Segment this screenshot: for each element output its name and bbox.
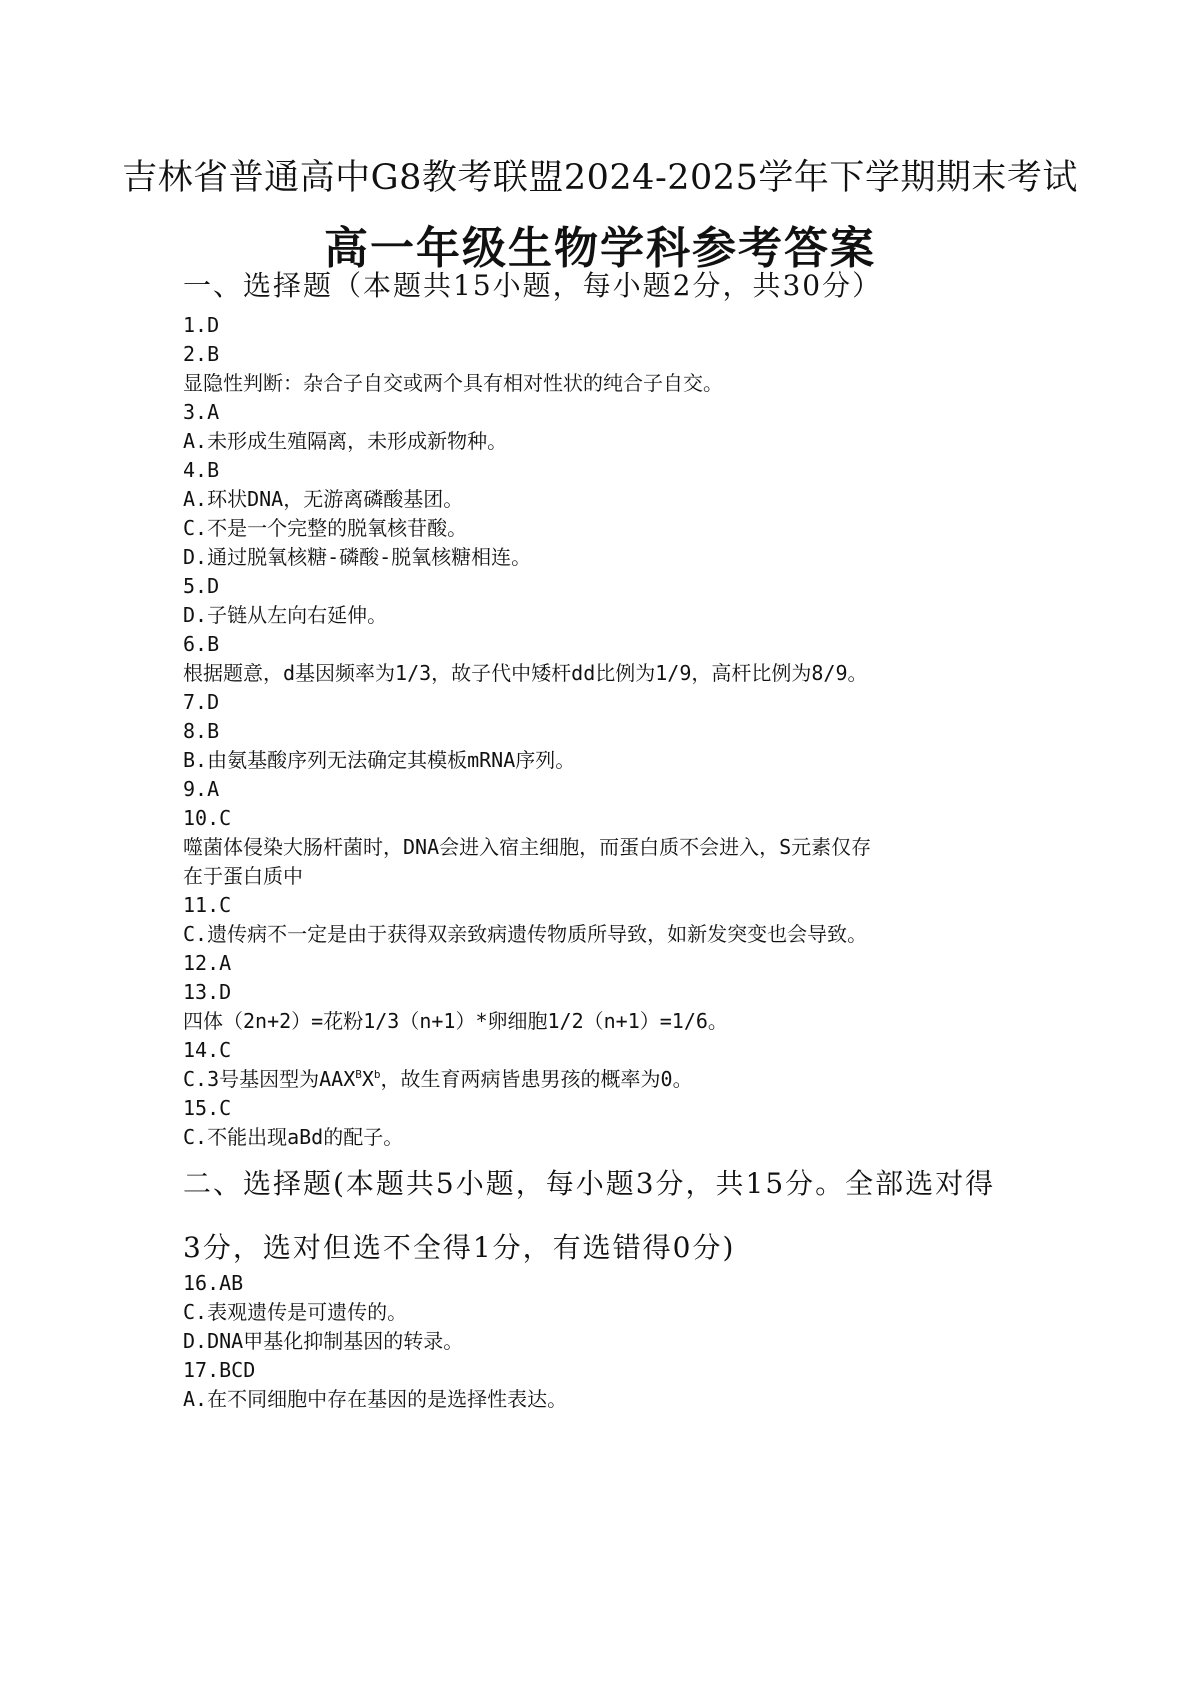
explanation-line: D.子链从左向右延伸。 bbox=[183, 603, 388, 627]
answer-line: 12.A bbox=[183, 951, 232, 975]
answer-line: 2.B bbox=[183, 342, 220, 366]
explanation-line: A.在不同细胞中存在基因的是选择性表达。 bbox=[183, 1387, 568, 1411]
explanation-line: C.不是一个完整的脱氧核苷酸。 bbox=[183, 516, 468, 540]
explanation-line: C.表观遗传是可遗传的。 bbox=[183, 1300, 408, 1324]
q14-superscript-small-b: b bbox=[373, 1068, 381, 1081]
answer-line: 9.A bbox=[183, 777, 220, 801]
document-title: 吉林省普通高中G8教考联盟2024-2025学年下学期期末考试 bbox=[122, 158, 1078, 198]
answer-line: 17.BCD bbox=[183, 1358, 256, 1382]
q14-text-after: ，故生育两病皆患男孩的概率为0。 bbox=[380, 1067, 693, 1091]
section2-heading-line2: 3分，选对但选不全得1分，有选错得0分) bbox=[183, 1231, 736, 1264]
answer-line: 6.B bbox=[183, 632, 220, 656]
answer-line: 13.D bbox=[183, 980, 232, 1004]
answer-line: 3.A bbox=[183, 400, 220, 424]
answer-line: 16.AB bbox=[183, 1271, 244, 1295]
explanation-line: C.不能出现aBd的配子。 bbox=[183, 1125, 404, 1149]
section2-heading-line1: 二、选择题(本题共5小题，每小题3分，共15分。全部选对得 bbox=[183, 1167, 996, 1200]
answer-line: 11.C bbox=[183, 893, 232, 917]
document-subtitle: 高一年级生物学科参考答案 bbox=[324, 223, 876, 274]
answer-line: 1.D bbox=[183, 313, 220, 337]
answer-line: 14.C bbox=[183, 1038, 232, 1062]
q14-text-before: C.3号基因型为AAX bbox=[183, 1067, 356, 1091]
explanation-line: 噬菌体侵染大肠杆菌时，DNA会进入宿主细胞，而蛋白质不会进入，S元素仅存 bbox=[183, 835, 872, 859]
explanation-line: 在于蛋白质中 bbox=[183, 864, 303, 888]
answer-line: 7.D bbox=[183, 690, 220, 714]
section1-heading: 一、选择题（本题共15小题，每小题2分，共30分） bbox=[183, 269, 883, 302]
explanation-line: 根据题意，d基因频率为1/3，故子代中矮杆dd比例为1/9，高杆比例为8/9。 bbox=[183, 661, 868, 685]
answer-line: 10.C bbox=[183, 806, 232, 830]
explanation-line: B.由氨基酸序列无法确定其模板mRNA序列。 bbox=[183, 748, 576, 772]
q14-superscript-b: B bbox=[355, 1068, 362, 1081]
q14-explanation-line bbox=[183, 1064, 1183, 1096]
explanation-line: D.通过脱氧核糖-磷酸-脱氧核糖相连。 bbox=[183, 545, 532, 569]
answer-line: 8.B bbox=[183, 719, 220, 743]
explanation-line: A.环状DNA，无游离磷酸基团。 bbox=[183, 487, 464, 511]
answer-line: 15.C bbox=[183, 1096, 232, 1120]
q14-text-mid: X bbox=[361, 1067, 374, 1091]
explanation-line: 四体（2n+2）=花粉1/3（n+1）*卵细胞1/2（n+1）=1/6。 bbox=[183, 1009, 728, 1033]
explanation-line: A.未形成生殖隔离，未形成新物种。 bbox=[183, 429, 508, 453]
answer-line: 5.D bbox=[183, 574, 220, 598]
explanation-line: D.DNA甲基化抑制基因的转录。 bbox=[183, 1329, 464, 1353]
answer-line: 4.B bbox=[183, 458, 220, 482]
explanation-line: C.遗传病不一定是由于获得双亲致病遗传物质所导致，如新发突变也会导致。 bbox=[183, 922, 868, 946]
explanation-line: 显隐性判断：杂合子自交或两个具有相对性状的纯合子自交。 bbox=[183, 371, 723, 395]
